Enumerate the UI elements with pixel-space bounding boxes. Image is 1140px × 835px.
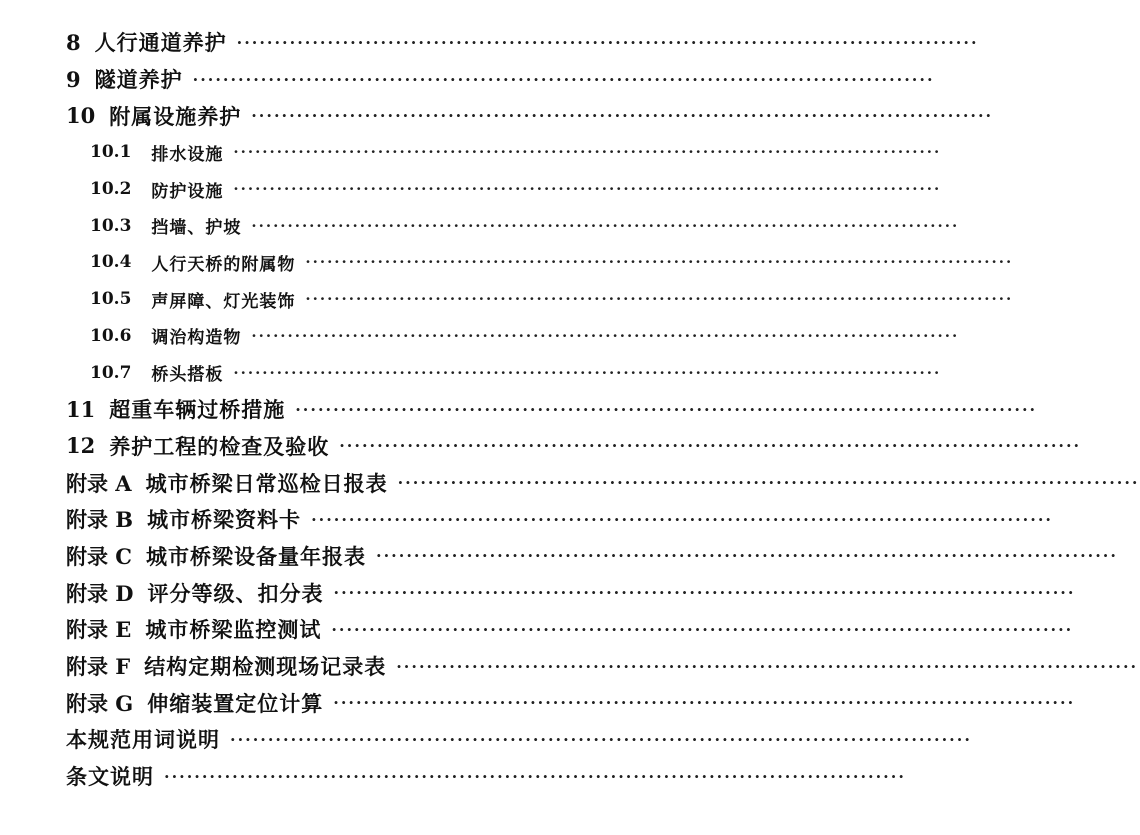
dot-leader: ·································································································· (376, 546, 1118, 566)
dot-leader: ·································································································· (164, 766, 906, 786)
dot-leader: ·································································································· (331, 619, 1074, 639)
toc-entry (0, 428, 1082, 465)
toc-entry-title: 排水设施 (151, 144, 224, 165)
toc-entry (0, 97, 994, 134)
toc-entry-title: 结构定期检测现场记录表 (144, 654, 387, 680)
dot-leader: ·································································································· (251, 106, 994, 126)
toc-entry-number: 附录 A (66, 470, 132, 496)
toc-entry-number: 9 (66, 66, 81, 92)
toc-entry-number: 10.4 (90, 252, 132, 273)
toc-entry-number: 8 (66, 29, 81, 55)
toc-subentry (0, 244, 1014, 281)
dot-leader: ·································································································· (397, 473, 1140, 493)
toc-entry-title: 城市桥梁设备量年报表 (146, 543, 367, 569)
toc-entry-number: 12 (66, 433, 96, 459)
dot-leader: ·································································································· (233, 180, 942, 199)
toc-appendix-entry (0, 574, 1076, 611)
toc-entry-title: 伸缩装置定位计算 (147, 690, 324, 716)
toc-entry-title: 隧道养护 (94, 67, 183, 93)
dot-leader: ·································································································· (396, 656, 1139, 676)
toc-entry (0, 61, 935, 98)
toc-entry-number: 10.3 (90, 215, 132, 236)
toc-entry-number: 附录 G (66, 690, 134, 716)
toc-subentry (0, 207, 960, 244)
toc-entry-title: 挡墙、护坡 (151, 218, 242, 239)
toc-subentry (0, 171, 942, 208)
dot-leader: ·································································································· (339, 436, 1082, 456)
dot-leader: ·································································································· (230, 729, 972, 749)
toc-entry-title: 桥头搭板 (151, 365, 224, 386)
toc-entry-terms (0, 721, 972, 758)
toc-entry-number: 附录 C (66, 543, 133, 569)
toc-appendix-entry (0, 464, 1140, 501)
toc-appendix-entry (0, 648, 1139, 685)
dot-leader: ·································································································· (251, 326, 960, 345)
toc-entry-number: 10.5 (90, 289, 132, 310)
dot-leader: ·································································································· (251, 216, 960, 235)
toc-entry-title: 城市桥梁资料卡 (147, 507, 302, 533)
toc-entry-title: 防护设施 (151, 181, 224, 202)
toc-entry-number: 10.1 (90, 142, 132, 163)
dot-leader: ·································································································· (233, 363, 942, 382)
toc-entry-title: 条文说明 (66, 764, 154, 790)
toc-entry-title: 人行通道养护 (94, 30, 227, 56)
dot-leader: ·································································································· (295, 399, 1038, 419)
dot-leader: ·································································································· (305, 253, 1014, 272)
dot-leader: ·································································································· (305, 290, 1014, 309)
dot-leader: ·································································································· (233, 143, 942, 162)
toc-entry-number: 11 (66, 396, 96, 422)
toc-entry-number: 10.6 (90, 325, 132, 346)
dot-leader: ·································································································· (333, 693, 1076, 713)
toc-appendix-entry (0, 684, 1076, 721)
toc-entry-title: 超重车辆过桥措施 (109, 397, 286, 423)
toc-entry-title: 声屏障、灯光装饰 (151, 291, 296, 312)
toc-appendix-entry (0, 611, 1074, 648)
toc-entry-title: 调治构造物 (151, 328, 242, 349)
toc-entry-title: 城市桥梁监控测试 (145, 617, 322, 643)
toc-appendix-entry (0, 538, 1118, 575)
toc-subentry (0, 281, 1014, 318)
toc-entry-number: 10.7 (90, 362, 132, 383)
dot-leader: ·································································································· (333, 583, 1076, 603)
toc-entry-title: 本规范用词说明 (66, 727, 220, 753)
toc-entry-title: 人行天桥的附属物 (151, 254, 296, 275)
toc-entry-title: 附属设施养护 (109, 103, 242, 129)
toc-subentry (0, 134, 942, 171)
toc-entry-explanation (0, 758, 906, 795)
toc-entry-number: 附录 D (66, 580, 134, 606)
dot-leader: ·································································································· (311, 509, 1053, 529)
toc-entry-number: 10.2 (90, 179, 132, 200)
toc-entry-title: 评分等级、扣分表 (147, 580, 324, 606)
dot-leader: ·································································································· (192, 69, 935, 89)
toc-entry-number: 附录 E (66, 617, 132, 643)
dot-leader: ·································································································· (236, 32, 979, 52)
toc-entry (0, 391, 1038, 428)
toc-entry (0, 24, 979, 61)
toc-entry-number: 10 (66, 103, 96, 129)
toc-entry-title: 养护工程的检查及验收 (109, 433, 330, 459)
toc-entry-title: 城市桥梁日常巡检日报表 (145, 470, 388, 496)
toc-entry-number: 附录 B (66, 507, 134, 533)
toc-appendix-entry (0, 501, 1053, 538)
table-of-contents (0, 24, 1140, 794)
toc-entry-number: 附录 F (66, 654, 131, 680)
toc-subentry (0, 318, 960, 355)
toc-subentry (0, 354, 942, 391)
